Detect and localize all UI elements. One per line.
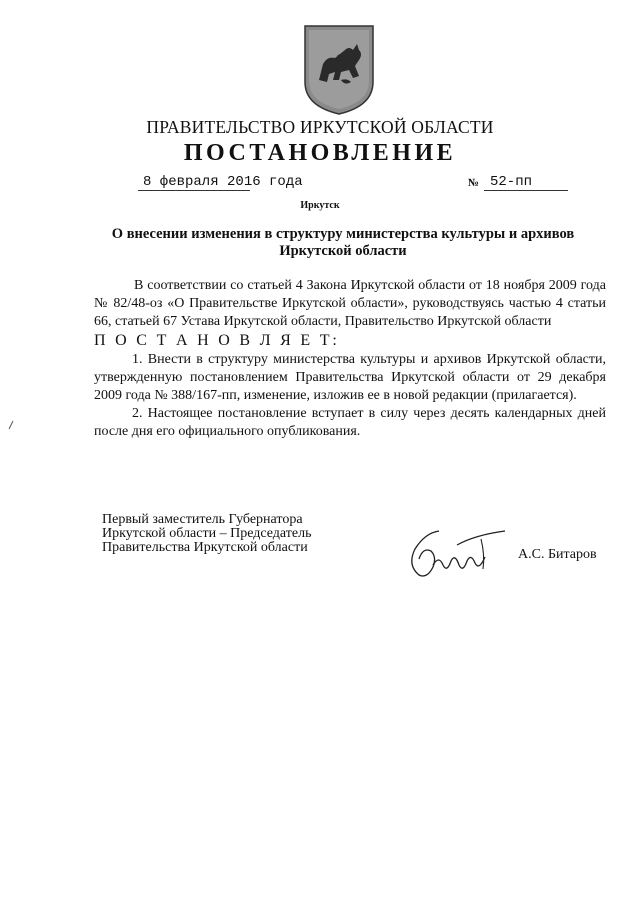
subject-line-1: О внесении изменения в структуру министерства культуры и архивов xyxy=(111,226,575,242)
handwritten-signature xyxy=(405,525,511,579)
document-number: 52-пп xyxy=(490,174,533,190)
document-date: 8 февраля 2016 года xyxy=(143,174,303,190)
signer-position-line-3: Правительства Иркутской области xyxy=(102,540,308,555)
government-title: ПРАВИТЕЛЬСТВО ИРКУТСКОЙ ОБЛАСТИ xyxy=(146,117,494,137)
subject-line-2: Иркутской области xyxy=(279,243,407,259)
date-underline xyxy=(138,190,250,191)
irkutsk-coat-of-arms-icon xyxy=(301,20,377,116)
resolve-heading: П О С Т А Н О В Л Я Е Т: xyxy=(94,332,340,349)
scan-speck xyxy=(8,420,14,430)
document-type: ПОСТАНОВЛЕНИЕ xyxy=(183,140,457,166)
document-place: Иркутск xyxy=(300,200,340,211)
signer-position-line-2: Иркутской области – Председатель xyxy=(102,526,312,541)
number-underline xyxy=(484,190,568,191)
item-1-paragraph: 1. Внести в структуру министерства культуры и архивов Иркутской области, утвержденную постановлением Правительства Иркутской области от 29 декабря 2009 года № 388/167-пп, изменение, изложив ее в новой редакции (прилагается). xyxy=(94,352,606,403)
signer-position-line-1: Первый заместитель Губернатора xyxy=(102,512,303,527)
signer-name: А.С. Битаров xyxy=(518,547,597,562)
signer-position xyxy=(102,513,311,555)
document-body xyxy=(94,277,606,441)
preamble-paragraph: В соответствии со статьей 4 Закона Иркутской области от 18 ноября 2009 года № 82/48-оз «О Правительстве Иркутской области», руководствуясь частью 4 статьи 66, статьей 67 Устава Иркутской области, Правительство Иркутской области xyxy=(94,278,606,329)
document-subject xyxy=(88,226,598,260)
item-2-paragraph: 2. Настоящее постановление вступает в силу через десять календарных дней после дня его официального опубликования. xyxy=(94,406,606,439)
number-label: № xyxy=(468,177,480,189)
